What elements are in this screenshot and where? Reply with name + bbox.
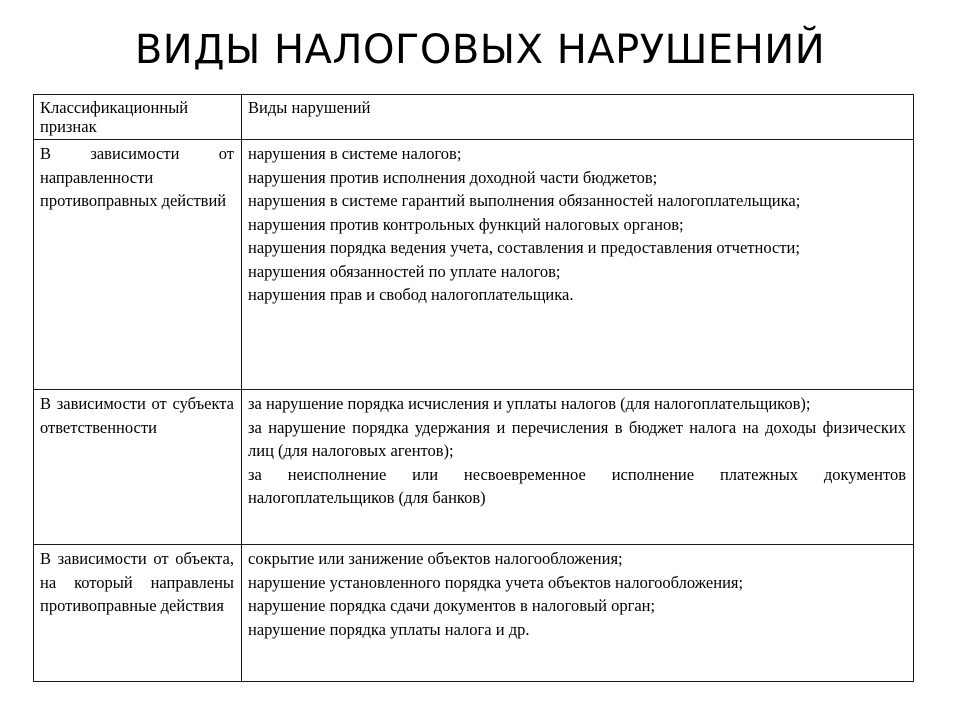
violations-cell [242,140,914,390]
criterion-cell: В зависимости от субъекта ответственности [34,390,242,545]
violation-item: нарушение установленного порядка учета объектов налогообложения; [248,572,744,592]
violation-item: за нарушение порядка удержания и перечисления в бюджет налога на доходы физических лиц (для налоговых агентов); [248,417,906,460]
violation-item: нарушение порядка сдачи документов в налоговый орган; [248,596,656,615]
violation-item: за неисполнение или несвоевременное исполнение платежных документов налогоплательщиков (для банков) [248,464,906,507]
criterion-cell: В зависимости от объекта, на который направлены противоправные действия [34,545,242,682]
violation-item: сокрытие или занижение объектов налогообложения; [248,549,623,568]
header-criterion: Классификационный признак [34,95,242,140]
violations-cell [242,545,914,682]
violation-item: нарушения против исполнения доходной части бюджетов; [248,167,658,187]
violation-item: нарушения прав и свобод налогоплательщика. [248,285,574,304]
table-header-row [34,95,914,140]
violation-item: нарушения в системе налогов; [248,144,462,163]
slide-title: ВИДЫ НАЛОГОВЫХ НАРУШЕНИЙ [134,27,826,73]
violations-table-container [33,94,913,682]
violation-item: нарушения порядка ведения учета, составления и предоставления отчетности; [248,238,800,257]
violation-item: нарушения против контрольных функций налоговых органов; [248,214,684,234]
violations-table [33,94,914,682]
table-row [34,545,914,682]
table-row [34,390,914,545]
violations-cell [242,390,914,545]
header-violation-types: Виды нарушений [242,95,914,140]
criterion-cell: В зависимости от направленности противоправных действий [34,140,242,390]
table-row [34,140,914,390]
violation-item: нарушения обязанностей по уплате налогов; [248,261,561,281]
violation-item: нарушения в системе гарантий выполнения обязанностей налогоплательщика; [248,191,801,210]
violation-item: нарушение порядка уплаты налога и др. [248,619,530,639]
violation-item: за нарушение порядка исчисления и уплаты налогов (для налогоплательщиков); [248,394,811,413]
